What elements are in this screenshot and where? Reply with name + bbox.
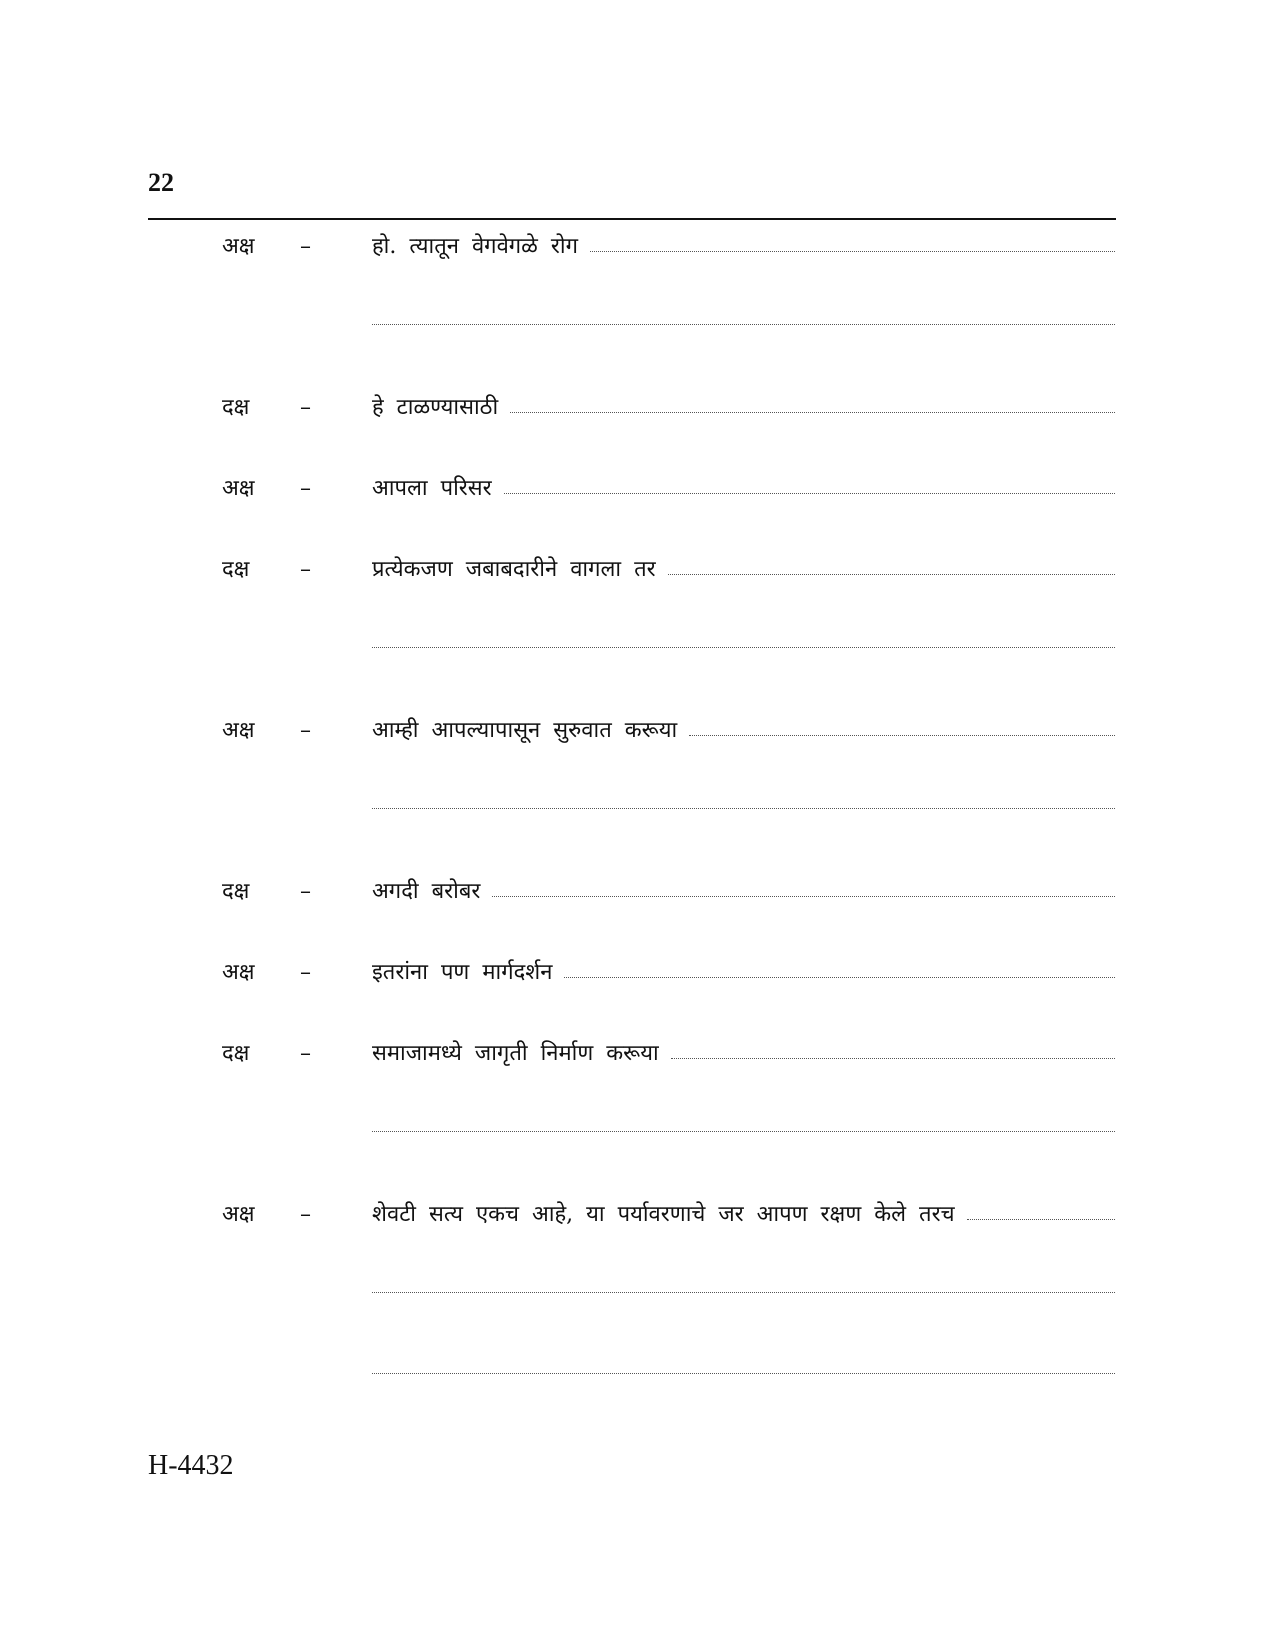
line-body [372,958,1115,988]
dialogue-text: आपला परिसर [372,476,492,501]
answer-dotted-line[interactable] [504,493,1115,494]
dash-separator: – [300,718,311,743]
speaker-label: अक्ष [222,234,255,259]
speaker-label: अक्ष [222,476,255,501]
dialogue-text: समाजामध्ये जागृती निर्माण करूया [372,1041,659,1066]
answer-blank-line[interactable] [372,1131,1115,1132]
answer-dotted-line[interactable] [564,977,1115,978]
dialogue-text: हो. त्यातून वेगवेगळे रोग [372,234,578,259]
answer-blank-line[interactable] [372,647,1115,648]
speaker-label: दक्ष [222,1041,250,1066]
dialogue-text: इतरांना पण मार्गदर्शन [372,960,553,985]
line-body [372,393,1115,423]
dash-separator: – [300,1202,311,1227]
answer-dotted-line[interactable] [967,1219,1115,1220]
dialogue-text: प्रत्येकजण जबाबदारीने वागला तर [372,557,656,582]
dialogue-line [0,232,1275,272]
footer-code: H-4432 [148,1450,234,1481]
line-body [372,716,1115,746]
line-body [372,877,1115,907]
dialogue-line [0,1039,1275,1079]
dialogue-text: आम्ही आपल्यापासून सुरुवात करूया [372,718,678,743]
answer-dotted-line[interactable] [492,896,1115,897]
dialogue-text: अगदी बरोबर [372,879,481,904]
dialogue-text: शेवटी सत्य एकच आहे, या पर्यावरणाचे जर आपण रक्षण केले तरच [372,1202,955,1227]
line-body [372,1039,1115,1069]
dialogue-line [0,474,1275,514]
answer-dotted-line[interactable] [590,251,1115,252]
line-body [372,474,1115,504]
speaker-label: दक्ष [222,557,250,582]
dash-separator: – [300,557,311,582]
speaker-label: अक्ष [222,718,255,743]
answer-blank-line[interactable] [372,324,1115,325]
answer-blank-line[interactable] [372,1373,1115,1374]
dash-separator: – [300,960,311,985]
dash-separator: – [300,476,311,501]
dialogue-line [0,1200,1275,1240]
dash-separator: – [300,1041,311,1066]
dash-separator: – [300,234,311,259]
dialogue-text: हे टाळण्यासाठी [372,395,499,420]
answer-dotted-line[interactable] [671,1058,1115,1059]
answer-blank-line[interactable] [372,808,1115,809]
dialogue-line [0,958,1275,998]
dialogue-line [0,555,1275,595]
answer-dotted-line[interactable] [689,735,1115,736]
header-rule [148,218,1116,220]
dash-separator: – [300,395,311,420]
line-body [372,1200,1115,1230]
speaker-label: अक्ष [222,960,255,985]
page-number: 22 [148,168,174,197]
speaker-label: दक्ष [222,395,250,420]
dialogue-line [0,877,1275,917]
line-body [372,555,1115,585]
speaker-label: दक्ष [222,879,250,904]
answer-dotted-line[interactable] [510,412,1115,413]
line-body [372,232,1115,262]
dash-separator: – [300,879,311,904]
speaker-label: अक्ष [222,1202,255,1227]
answer-dotted-line[interactable] [668,574,1115,575]
dialogue-line [0,393,1275,433]
answer-blank-line[interactable] [372,1292,1115,1293]
dialogue-line [0,716,1275,756]
